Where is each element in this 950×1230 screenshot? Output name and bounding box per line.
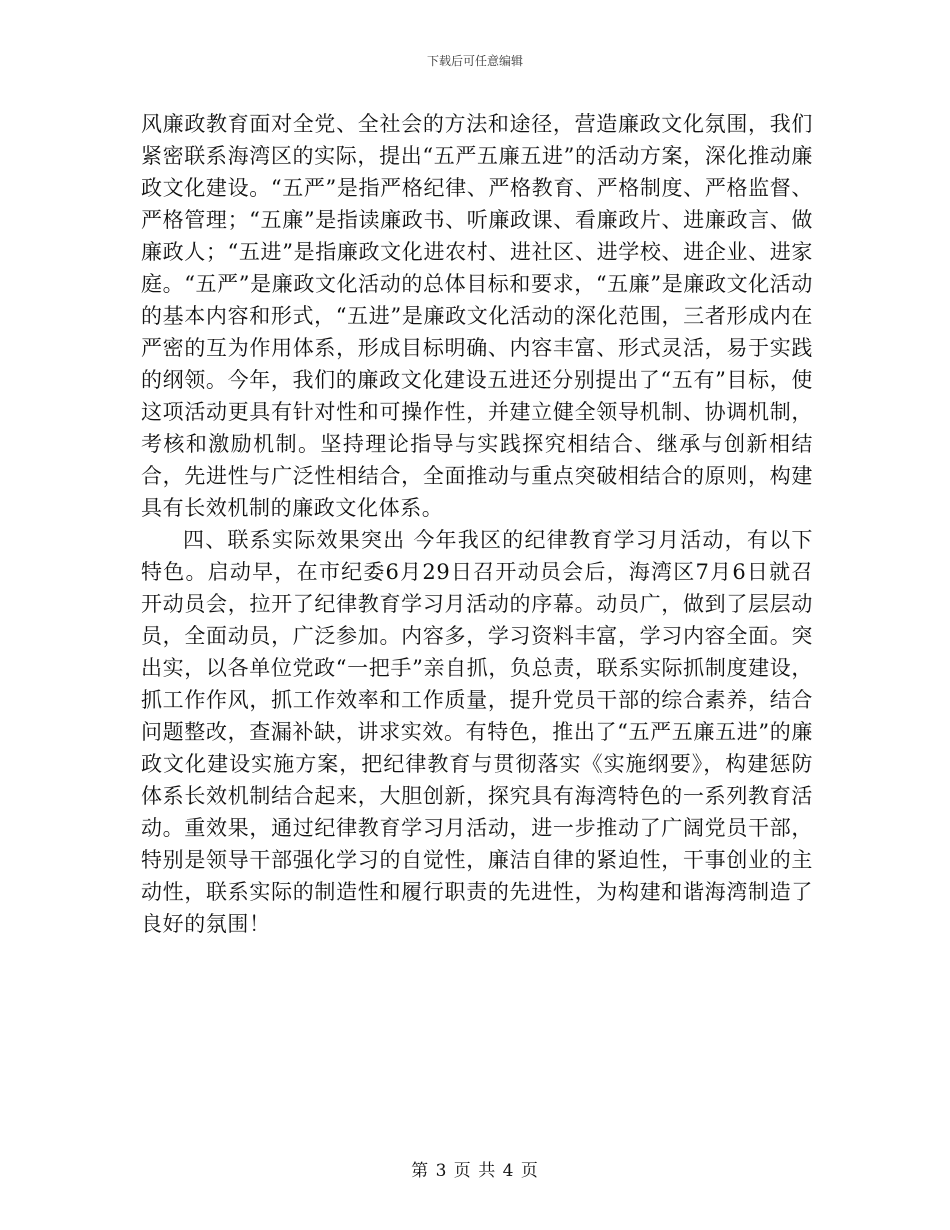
paragraph-continuation: 风廉政教育面对全党、全社会的方法和途径，营造廉政文化氛围，我们紧密联系海湾区的实际，提出“五严五廉五进”的活动方案，深化推动廉政文化建设。“五严”是指严格纪律、严格教育、严格制度、严格监督、严格管理；“五廉”是指读廉政书、听廉政课、看廉政片、进廉政言、做廉政人；“五进”是指廉政文化进农村、进社区、进学校、进企业、进家庭。“五严”是廉政文化活动的总体目标和要求，“五廉”是廉政文化活动的基本内容和形式，“五进”是廉政文化活动的深化范围，三者形成内在严密的互为作用体系，形成目标明确、内容丰富、形式灵活，易于实践的纲领。今年，我们的廉政文化建设五进还分别提出了“五有”目标，使这项活动更具有针对性和可操作性，并建立健全领导机制、协调机制，考核和激励机制。坚持理论指导与实践探究相结合、继承与创新相结合，先进性与广泛性相结合，全面推动与重点突破相结合的原则，构建具有长效机制的廉政文化体系。 — [141, 112, 813, 520]
document-body — [141, 108, 813, 940]
paragraph-section-four: 四、联系实际效果突出 今年我区的纪律教育学习月活动，有以下特色。启动早，在市纪委6月29日召开动员会后，海湾区7月6日就召开动员会，拉开了纪律教育学习月活动的序幕。动员广，做到了层层动员，全面动员，广泛参加。内容多，学习资料丰富，学习内容全面。突出实，以各单位党政“一把手”亲自抓，负总责，联系实际抓制度建设，抓工作作风，抓工作效率和工作质量，提升党员干部的综合素养，结合问题整改，查漏补缺，讲求实效。有特色，推出了“五严五廉五进”的廉政文化建设实施方案，把纪律教育与贯彻落实《实施纲要》，构建惩防体系长效机制结合起来，大胆创新，探究具有海湾特色的一系列教育活动。重效果，通过纪律教育学习月活动，进一步推动了广阔党员干部，特别是领导干部强化学习的自觉性，廉洁自律的紧迫性，干事创业的主动性，联系实际的制造性和履行职责的先进性，为构建和谐海湾制造了良好的氛围！ — [141, 528, 813, 936]
page-number-footer: 第 3 页 共 4 页 — [411, 1161, 539, 1181]
page-header-note: 下载后可任意编辑 — [426, 54, 523, 68]
